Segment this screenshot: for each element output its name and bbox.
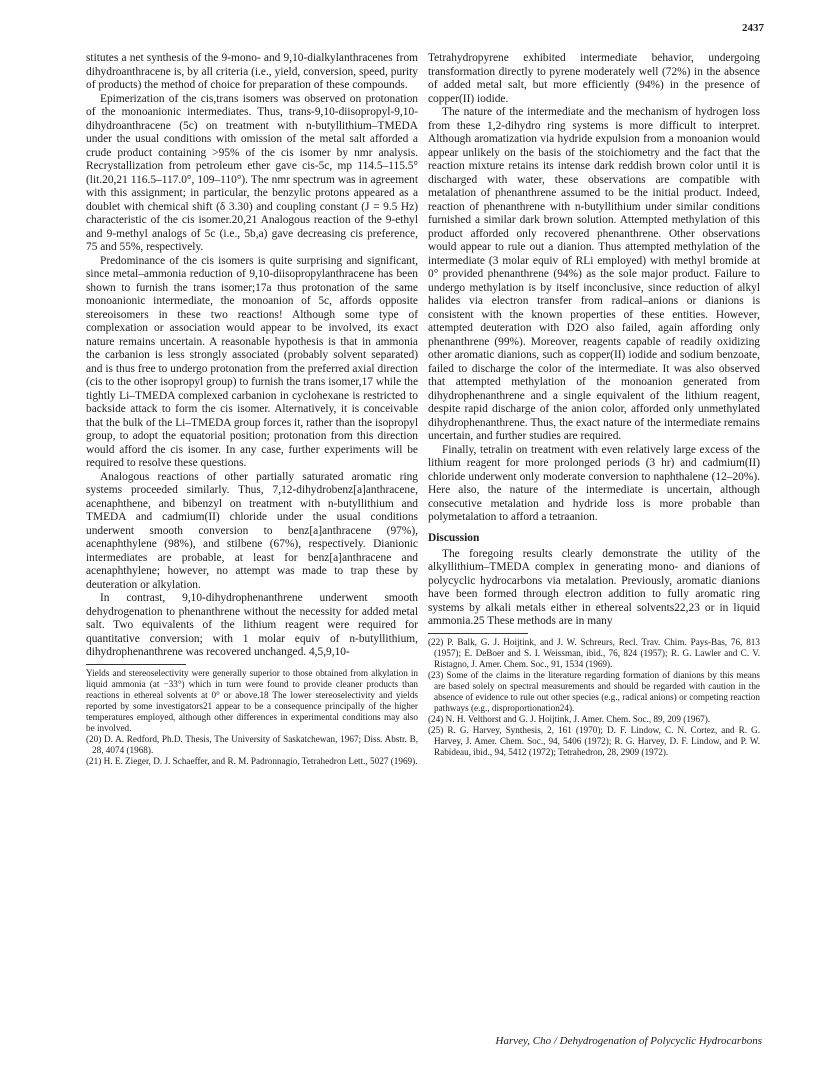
body-paragraph: Finally, tetralin on treatment with even relatively large excess of the lithium reagent for more prolonged periods (3 hr) and cadmium(II) chloride underwent only moderate conversion to naphthalene (12–20%). Here also, the nature of the intermediate is uncertain, although consecutive metalation and hydride loss is more probable than polymetalation to afford a tetraanion.	[428, 443, 760, 523]
body-paragraph: Analogous reactions of other partially saturated aromatic ring systems proceeded similarly. Thus, 7,12-dihydrobenz[a]anthracene, acenaphthene, and bibenzyl on treatment with n-butyllithium and TMEDA and cadmium(II) chloride under the usual conditions underwent smooth conversion to benz[a]anthracene (97%), acenaphthylene (98%), and stilbene (67%), respectively. Dianionic intermediates are probable, at least for benz[a]anthracene and acenaphthylene; however, no attempt was made to trap these by deuteration or alkylation.	[86, 470, 418, 591]
footnote: (21) H. E. Zieger, D. J. Schaeffer, and R. M. Padronnagio, Tetrahedron Lett., 5027 (1969).	[86, 755, 418, 766]
body-paragraph: Tetrahydropyrene exhibited intermediate behavior, undergoing transformation directly to pyrene moderately well (72%) in the absence of added metal salt, but more efficiently (94%) in the presence of copper(II) iodide.	[428, 52, 760, 105]
section-heading: Discussion	[428, 531, 480, 544]
footnote: (25) R. G. Harvey, Synthesis, 2, 161 (1970); D. F. Lindow, C. N. Cortez, and R. G. Harvey, J. Amer. Chem. Soc., 94, 5406 (1972); R. G. Harvey, D. F. Lindow, and P. W. Rabideau, ibid., 94, 5412 (1972); Tetrahedron, 28, 2909 (1972).	[428, 724, 760, 757]
body-paragraph: The nature of the intermediate and the mechanism of hydrogen loss from these 1,2-dihydro ring systems is more difficult to interpret. Although aromatization via hydride expulsion from a monoanion would appear unlikely on the basis of the stoichiometry and the fact that the reaction mixture retains its intense dark reddish brown color until it is discharged with water, these observations are compatible with metalation of phenanthrene assumed to be the initial product. Indeed, reaction of phenanthrene with n-butyllithium under similar conditions furnished a similar dark brown solution. Attempted methylation of this product afforded only recovered phenanthrene. Other observations would appear to rule out a dianion. Thus attempted methylation of the intermediate (3 molar equiv of RLi employed) with methyl bromide at 0° provided phenanthrene (94%) as the sole major product. Failure to undergo methylation is by itself inconclusive, since reduction of alkyl halides via electron transfer from radical–anions or dianions is consistent with the known properties of these entities. However, attempted deuteration with D2O also failed, again affording only phenanthrene (99%). Moreover, reagents capable of readily oxidizing other aromatic dianions, such as copper(II) iodide and sodium benzoate, failed to discharge the color of the intermediate. It was also observed that attempted methylation of the monoanion generated from dihydrophenanthrene and a single equivalent of the lithium reagent, despite rapid discharge of the anion color, afforded only unmethylated dihydrophenanthrene. Thus, the exact nature of the intermediate remains uncertain, and further studies are required.	[428, 106, 760, 442]
body-paragraph: The foregoing results clearly demonstrate the utility of the alkyllithium–TMEDA complex in generating mono- and dianions of polycyclic hydrocarbons via metalation. Previously, aromatic dianions have been formed through electron addition to fully aromatic ring systems by alkali metals either in ethereal solvents22,23 or in liquid ammonia.25 These methods are in many	[428, 547, 760, 627]
footnote-rule	[86, 664, 186, 665]
right-column	[428, 52, 760, 758]
body-paragraph: Predominance of the cis isomers is quite surprising and significant, since metal–ammonia reduction of 9,10-diisopropylanthracene has been shown to furnish the trans isomer;17a thus protonation of the same monoanionic intermediate, the monoanion of 5c, affords opposite stereoisomers in these two reactions! Although some type of complexation or association would appear to be involved, its exact nature remains uncertain. A reasonable hypothesis is that in ammonia the carbanion is less strongly associated (probably solvent separated) and is thus free to undergo protonation from the preferred axial direction (cis to the other isopropyl group) to furnish the trans isomer,17 while the tightly Li–TMEDA complexed carbanion in cyclohexane is restricted to backside attack to form the cis isomer. Alternatively, it is conceivable that the bulk of the Li–TMEDA group forces it, rather than the isopropyl group, to adopt the equatorial position; protonation from this direction would afford the cis isomer. In any case, further experiments will be required to resolve these questions.	[86, 254, 418, 469]
body-paragraph: stitutes a net synthesis of the 9-mono- and 9,10-dialkylanthracenes from dihydroanthracene is, by all criteria (i.e., yield, conversion, speed, purity of products) the method of choice for preparation of these compounds.	[86, 52, 418, 91]
running-footer: Harvey, Cho / Dehydrogenation of Polycyclic Hydrocarbons	[495, 1035, 762, 1047]
page-number: 2437	[742, 22, 764, 34]
footnote: Yields and stereoselectivity were generally superior to those obtained from alkylation in liquid ammonia (at −33°) which in turn were found to provide cleaner products than reactions in ethereal solvents at 0° or above.18 The lower stereoselectivity and yields reported by some investigators21 appear to be a consequence principally of the higher temperatures employed, although other differences in experimental conditions may also be involved.	[86, 667, 418, 733]
body-paragraph: Epimerization of the cis,trans isomers was observed on protonation of the monoanionic intermediates. Thus, trans-9,10-diisopropyl-9,10-dihydroanthracene (5c) on treatment with n-butyllithium–TMEDA under the usual conditions with omission of the metal salt afforded a crude product containing >95% of the cis isomer by nmr analysis. Recrystallization from petroleum ether gave cis-5c, mp 114.5–115.5° (lit.20,21 116.5–117.0°, 109–110°). The nmr spectrum was in agreement with this assignment; in particular, the benzylic protons appeared as a doublet with chemical shift (δ 3.30) and coupling constant (J = 9.5 Hz) characteristic of the cis isomer.20,21 Analogous reaction of the 9-ethyl and 9-methyl analogs of 5c (i.e., 5b,a) gave decreasing cis preference, 75 and 55%, respectively.	[86, 92, 418, 253]
footnote: (22) P. Balk, G. J. Hoijtink, and J. W. Schreurs, Recl. Trav. Chim. Pays-Bas, 76, 813 (1957); E. DeBoer and S. I. Weissman, ibid., 76, 824 (1957); R. G. Lawler and C. V. Ristagno, J. Amer. Chem. Soc., 91, 1534 (1969).	[428, 636, 760, 669]
footnote: (23) Some of the claims in the literature regarding formation of dianions by this means are based solely on spectral measurements and should be regarded with caution in the absence of evidence to rule out other species (e.g., radical anions) or competing reaction pathways (e.g., disproportionation24).	[428, 669, 760, 713]
left-column	[86, 52, 418, 767]
footnote: (24) N. H. Velthorst and G. J. Hoijtink, J. Amer. Chem. Soc., 89, 209 (1967).	[428, 713, 711, 724]
body-paragraph: In contrast, 9,10-dihydrophenanthrene underwent smooth dehydrogenation to phenanthrene without the necessity for added metal salt. Two equivalents of the lithium reagent were required for quantitative conversion; with 1 molar equiv of n-butyllithium, dihydrophenanthrene was recovered unchanged. 4,5,9,10-	[86, 592, 418, 658]
footnote: (20) D. A. Redford, Ph.D. Thesis, The University of Saskatchewan, 1967; Diss. Abstr. B, 28, 4074 (1968).	[86, 733, 418, 755]
footnote-rule	[428, 633, 528, 634]
